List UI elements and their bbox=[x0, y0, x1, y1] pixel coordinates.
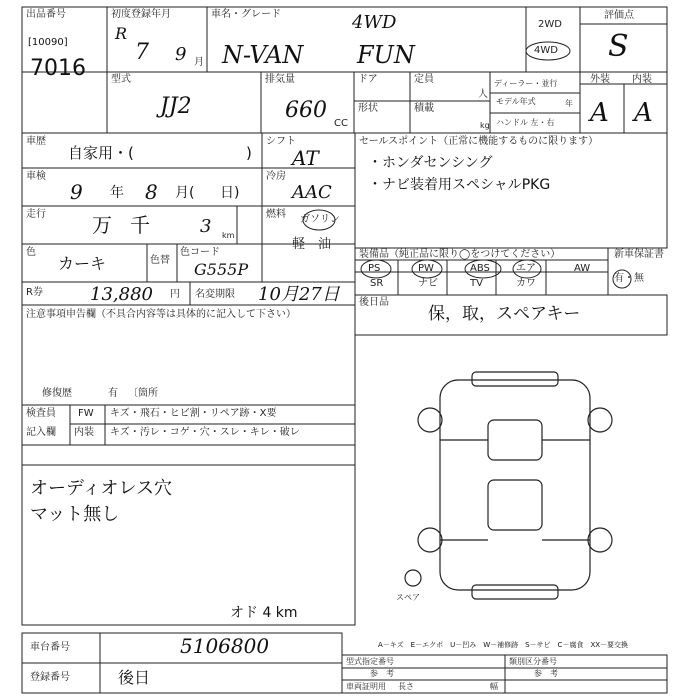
registration-value: 後日 bbox=[118, 668, 151, 687]
sales-point-label: セールスポイント（正常に機能するものに限ります） bbox=[359, 136, 599, 147]
rating-score: S bbox=[608, 29, 629, 64]
lot-label: 出品番号 bbox=[26, 9, 66, 20]
chassis-label: 車台番号 bbox=[30, 642, 70, 653]
doors-label: ドア bbox=[358, 74, 378, 85]
displacement-label: 排気量 bbox=[265, 74, 295, 85]
rating-label: 評価点 bbox=[604, 10, 634, 21]
name-change-value: 10月27日 bbox=[258, 284, 340, 305]
drive-4wd: 4WD bbox=[534, 45, 558, 56]
car-body-diagram bbox=[405, 372, 612, 599]
dealer-label: ディーラー・並行 bbox=[494, 79, 558, 88]
width-label: 幅 bbox=[490, 682, 498, 691]
car-grade: FUN bbox=[357, 41, 415, 69]
inspection-day-unit: 日) bbox=[220, 185, 240, 201]
handle-label: ハンドル 左・右 bbox=[496, 118, 555, 127]
inspector-fw-items: キズ・飛石・ヒビ割・リペア跡・X要 bbox=[110, 408, 277, 419]
remarks-line1: オーディオレス穴 bbox=[30, 478, 173, 499]
shape-label: 形状 bbox=[358, 103, 378, 114]
equipment-label: 装備品（純正品に限り◯をつけてください） bbox=[359, 249, 561, 260]
history-value: 自家用・( bbox=[68, 144, 134, 162]
rating-int: A bbox=[634, 98, 653, 128]
inspection-year: 9 bbox=[70, 180, 83, 204]
first-reg-month-unit: 月 bbox=[194, 57, 204, 68]
inspector-interior-items: キズ・汚レ・コゲ・穴・スレ・キレ・破レ bbox=[110, 427, 300, 438]
color-value: カーキ bbox=[58, 254, 107, 273]
color-label: 色 bbox=[26, 247, 36, 258]
rating-ext: A bbox=[590, 98, 609, 128]
recycle-value: 13,880 bbox=[90, 284, 153, 305]
fuel-diesel: 軽 油 bbox=[292, 237, 332, 252]
chassis-value: 5106800 bbox=[180, 634, 270, 658]
first-reg-month: 9 bbox=[175, 44, 187, 65]
warranty-label: 新車保証書 bbox=[614, 249, 664, 260]
repair-place: 〔箇所 bbox=[128, 388, 158, 399]
sales-point-line2: ・ナビ装着用スペシャルPKG bbox=[368, 177, 551, 193]
color-code: G555P bbox=[194, 260, 249, 279]
rating-int-label: 内装 bbox=[632, 74, 652, 85]
car-drive: 4WD bbox=[352, 12, 397, 33]
equip-leather: カワ bbox=[516, 278, 536, 289]
capacity-unit: 人 bbox=[478, 89, 488, 100]
inspector-label-1: 検査員 bbox=[26, 408, 56, 419]
drive-2wd: 2WD bbox=[538, 19, 562, 30]
displacement-value: 660 bbox=[285, 98, 327, 123]
class-label: 類別区分番号 bbox=[509, 657, 557, 666]
first-reg-year: 7 bbox=[135, 40, 149, 65]
equip-abs: ABS bbox=[470, 263, 490, 274]
model-year-unit: 年 bbox=[565, 99, 573, 108]
inspector-fw: FW bbox=[78, 408, 94, 419]
reg-cert: 車両証明用 bbox=[346, 682, 386, 691]
mileage-sen: 千 bbox=[130, 213, 150, 237]
lot-number: 7016 bbox=[30, 56, 86, 81]
inspector-label-2: 記入欄 bbox=[26, 427, 56, 438]
attachments-value: 保，取，スペアキー bbox=[428, 304, 581, 324]
length-label: 長さ bbox=[398, 682, 414, 691]
mileage-label: 走行 bbox=[26, 209, 46, 220]
recycle-label: R券 bbox=[26, 287, 43, 298]
inspection-year-unit: 年 bbox=[110, 185, 124, 201]
inspector-interior: 内装 bbox=[74, 427, 94, 438]
color-code-label: 色コード bbox=[180, 247, 220, 258]
inspection-month-unit: 月( bbox=[175, 185, 195, 201]
model-year-label: モデル年式 bbox=[496, 97, 536, 106]
odo-note: オド 4 km bbox=[230, 605, 298, 621]
mileage-man: 万 bbox=[92, 213, 112, 237]
notes-label: 注意事項申告欄（不具合内容等は具体的に記入して下さい） bbox=[26, 309, 296, 320]
model-type-value: JJ2 bbox=[160, 94, 192, 119]
name-change-label: 名変期限 bbox=[195, 289, 235, 300]
recycle-unit: 円 bbox=[170, 289, 180, 300]
sales-point-line1: ・ホンダセンシング bbox=[368, 155, 493, 171]
equip-aircon: エア bbox=[516, 263, 536, 274]
inspection-month: 8 bbox=[145, 180, 158, 204]
mileage-unit: km bbox=[222, 231, 235, 240]
aircon-value: AAC bbox=[292, 182, 332, 203]
fuel-gasoline: ガソリン bbox=[300, 214, 340, 225]
equip-ps: PS bbox=[368, 263, 381, 274]
load-label: 積載 bbox=[414, 103, 434, 114]
remarks-line2: マット無し bbox=[30, 504, 120, 525]
rating-ext-label: 外装 bbox=[590, 74, 610, 85]
ref1: 参 考 bbox=[370, 669, 394, 678]
color-change-label: 色替 bbox=[150, 255, 170, 266]
damage-legend: A－キズ E－エクボ U－凹み W－補修跡 S－サビ C－腐食 XX－要交換 bbox=[378, 641, 629, 649]
registration-label: 登録番号 bbox=[30, 672, 70, 683]
capacity-label: 定員 bbox=[414, 74, 434, 85]
fuel-label: 燃料 bbox=[266, 209, 286, 220]
equip-navi: ナビ bbox=[418, 278, 438, 289]
history-close: ) bbox=[246, 144, 252, 162]
repair-yes: 有 bbox=[108, 388, 118, 399]
inspection-label: 車検 bbox=[26, 171, 46, 182]
car-label: 車名・グレード bbox=[211, 9, 281, 20]
history-label: 車歴 bbox=[26, 136, 46, 147]
equip-pw: PW bbox=[418, 263, 434, 274]
equip-sr: SR bbox=[370, 278, 384, 289]
car-name: N-VAN bbox=[222, 41, 304, 69]
repair-label: 修復歴 bbox=[42, 388, 72, 399]
spare-label: スペア bbox=[396, 593, 420, 602]
shift-value: AT bbox=[292, 146, 319, 170]
load-unit: kg bbox=[480, 121, 490, 130]
aircon-label: 冷房 bbox=[266, 171, 286, 182]
warranty-value: 有・無 bbox=[614, 273, 644, 284]
equip-tv: TV bbox=[470, 278, 483, 289]
mileage-value: 3 bbox=[200, 216, 212, 237]
attachments-label: 後日品 bbox=[359, 297, 389, 308]
shift-label: シフト bbox=[266, 136, 296, 147]
first-reg-era: R bbox=[115, 24, 128, 43]
model-type-label: 型式 bbox=[111, 74, 131, 85]
type-label: 型式指定番号 bbox=[346, 657, 394, 666]
ref2: 参 考 bbox=[534, 669, 558, 678]
lot-code: [10090] bbox=[28, 37, 68, 48]
displacement-unit: CC bbox=[334, 118, 348, 129]
equip-aw: AW bbox=[574, 263, 591, 274]
first-reg-label: 初度登録年月 bbox=[111, 9, 171, 20]
